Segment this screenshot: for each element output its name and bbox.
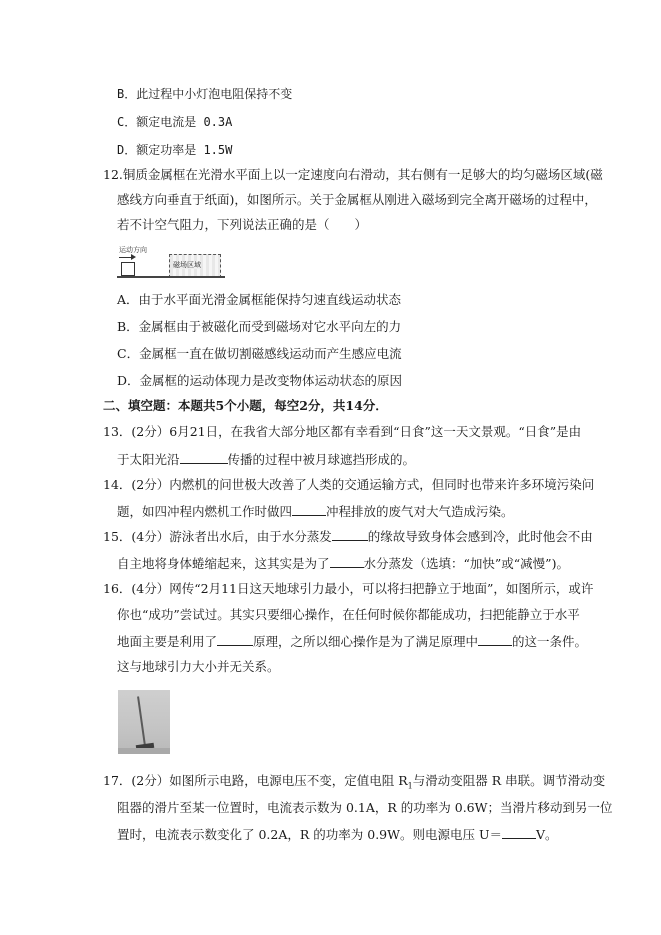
answer-blank <box>332 528 368 541</box>
broom-handle <box>137 696 146 746</box>
option-12-d: D．金属框的运动体现力是改变物体运动状态的原因 <box>117 373 403 388</box>
option-12-c: C．金属框一直在做切割磁感线运动而产生感应电流 <box>117 346 402 361</box>
question-14-line-2 <box>117 503 514 520</box>
field-label: 磁场区域 <box>173 261 201 269</box>
question-17-text-a: 17．(2分）如图所示电路，电源电压不变，定值电阻 R <box>103 773 408 788</box>
subscript-one: 1 <box>407 781 413 791</box>
question-15-line-1 <box>103 528 593 545</box>
option-11-b: B．此过程中小灯泡电阻保持不变 <box>117 87 293 101</box>
option-11-c: C．额定电流是 0.3A <box>117 115 233 129</box>
question-15-text-c: 自主地将身体蜷缩起来，这其实是为了 <box>117 556 330 571</box>
question-17-line-2: 阻器的滑片至某一位置时，电流表示数为 0.1A，R 的功率为 0.6W；当滑片移动到另一位 <box>117 800 613 815</box>
metal-frame <box>121 262 135 276</box>
question-12-line-1: 12.铜质金属框在光滑水平面上以一定速度向右滑动，其右侧有一足够大的均匀磁场区域(磁 <box>103 167 603 182</box>
question-16-line-1: 16．(4分）网传“2月11日这天地球引力最小，可以将扫把静立于地面”，如图所示，或许 <box>103 581 594 596</box>
answer-blank <box>502 826 536 839</box>
question-17-line-3 <box>117 826 558 843</box>
direction-label: 运动方向 <box>119 246 147 254</box>
question-16-text-c: 的这一条件。 <box>512 634 588 649</box>
floor <box>118 748 170 754</box>
option-12-a: A．由于水平面光滑金属框能保持匀速直线运动状态 <box>117 292 402 307</box>
section-2-heading: 二、填空题：本题共5个小题，每空2分，共14分． <box>103 398 388 413</box>
question-16-text-b: 原理，之所以细心操作是为了满足原理中 <box>253 634 479 649</box>
answer-blank <box>478 633 512 646</box>
question-17-line-1 <box>103 773 605 795</box>
question-13-text-b: 传播的过程中被月球遮挡形成的。 <box>227 452 416 467</box>
question-16-line-3 <box>117 633 587 650</box>
question-15-text-b: 的缘故导致身体会感到冷，此时他会不由 <box>367 529 593 544</box>
broom-photo <box>118 690 170 754</box>
question-12-line-2: 感线方向垂直于纸面)，如图所示。关于金属框从刚进入磁场到完全离开磁场的过程中， <box>117 192 597 207</box>
option-12-b: B．金属框由于被磁化而受到磁场对它水平向左的力 <box>117 319 402 334</box>
question-16-text-a: 地面主要是利用了 <box>117 634 218 649</box>
question-15-text-a: 15．(4分）游泳者出水后，由于水分蒸发 <box>103 529 332 544</box>
question-16-line-2: 你也“成功”尝试过。其实只要细心操作，在任何时候你都能成功，扫把能静立于水平 <box>117 607 580 622</box>
question-17-text-b: 与滑动变阻器 R 串联。调节滑动变 <box>412 773 606 788</box>
question-13-line-1: 13．(2分）6月21日，在我省大部分地区都有幸看到“日食”这一天文景观。“日食”是由 <box>103 424 582 439</box>
question-14-line-1: 14．(2分）内燃机的问世极大改善了人类的交通运输方式，但同时也带来许多环境污染问 <box>103 477 595 492</box>
question-17-text-d: V。 <box>535 827 558 842</box>
question-17-text-c: 置时，电流表示数变化了 0.2A，R 的功率为 0.9W。则电源电压 U＝ <box>117 827 502 842</box>
question-16-line-4: 这与地球引力大小并无关系。 <box>117 659 280 674</box>
question-14-text-a: 题，如四冲程内燃机工作时做四 <box>117 504 293 519</box>
question-15-text-d: 水分蒸发（选填：“加快”或“减慢”)。 <box>363 556 569 571</box>
direction-arrowhead <box>131 254 136 260</box>
answer-blank <box>330 555 364 568</box>
answer-blank <box>292 503 326 516</box>
magnetic-field-figure <box>117 246 225 278</box>
question-13-text-a: 于太阳光沿 <box>117 452 180 467</box>
question-12-line-3: 若不计空气阻力，下列说法正确的是（ ） <box>117 217 368 232</box>
option-11-d: D．额定功率是 1.5W <box>117 143 233 157</box>
answer-blank <box>180 451 228 464</box>
question-14-text-b: 冲程排放的废气对大气造成污染。 <box>326 504 514 519</box>
answer-blank <box>217 633 253 646</box>
question-15-line-2 <box>117 555 569 572</box>
ground-line <box>117 276 225 278</box>
question-13-line-2 <box>117 451 415 468</box>
